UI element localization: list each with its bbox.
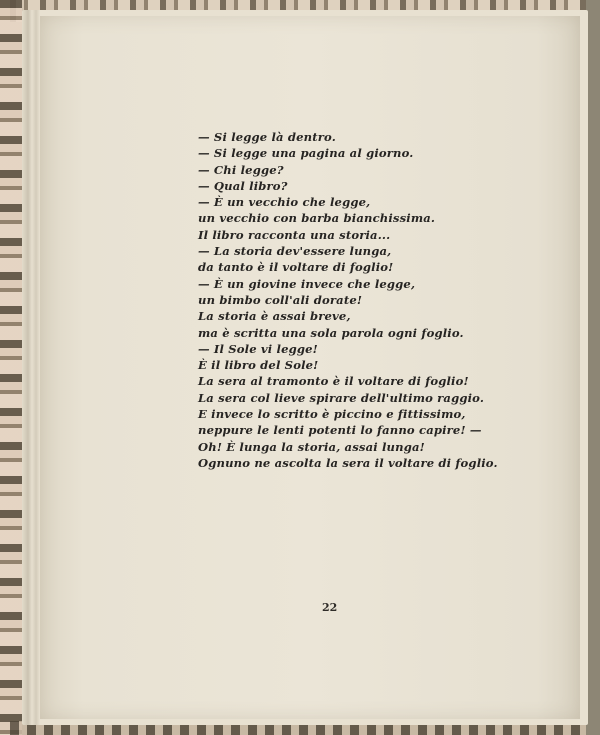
poem-text (198, 129, 518, 471)
poem-line: da tanto è il voltare di foglio! (198, 260, 394, 275)
poem-line: un bimbo coll'ali dorate! (198, 292, 363, 307)
poem-line: La sera col lieve spirare dell'ultimo raggio. (198, 390, 485, 405)
page-number: 22 (322, 601, 338, 614)
cover-pattern-left (0, 0, 22, 735)
poem-line: Ognuno ne ascolta la sera il voltare di foglio. (198, 455, 498, 470)
right-edge (586, 0, 600, 735)
poem-line: — Chi legge? (198, 162, 284, 177)
poem-line: ma è scritta una sola parola ogni foglio. (198, 325, 464, 340)
poem-line: — Si legge una pagina al giorno. (198, 146, 414, 161)
poem-line: neppure le lenti potenti lo fanno capire! — (198, 423, 482, 438)
poem-line: La sera al tramonto è il voltare di foglio! (198, 374, 469, 389)
poem-line: Il libro racconta una storia... (198, 227, 391, 242)
poem-line: — È un vecchio che legge, (198, 195, 371, 210)
poem-line: — Qual libro? (198, 178, 288, 193)
poem-line: Oh! È lunga la storia, assai lunga! (198, 439, 425, 454)
poem-line: — È un giovine invece che legge, (198, 276, 416, 291)
poem-line: — Si legge là dentro. (198, 130, 336, 144)
poem-line: — La storia dev'essere lunga, (198, 244, 392, 259)
poem-line: — Il Sole vi legge! (198, 341, 318, 356)
poem-line: un vecchio con barba bianchissima. (198, 211, 436, 226)
poem-line: È il libro del Sole! (198, 358, 319, 373)
poem-line: E invece lo scritto è piccino e fittissimo, (198, 407, 466, 422)
poem-line: La storia è assai breve, (198, 309, 351, 324)
